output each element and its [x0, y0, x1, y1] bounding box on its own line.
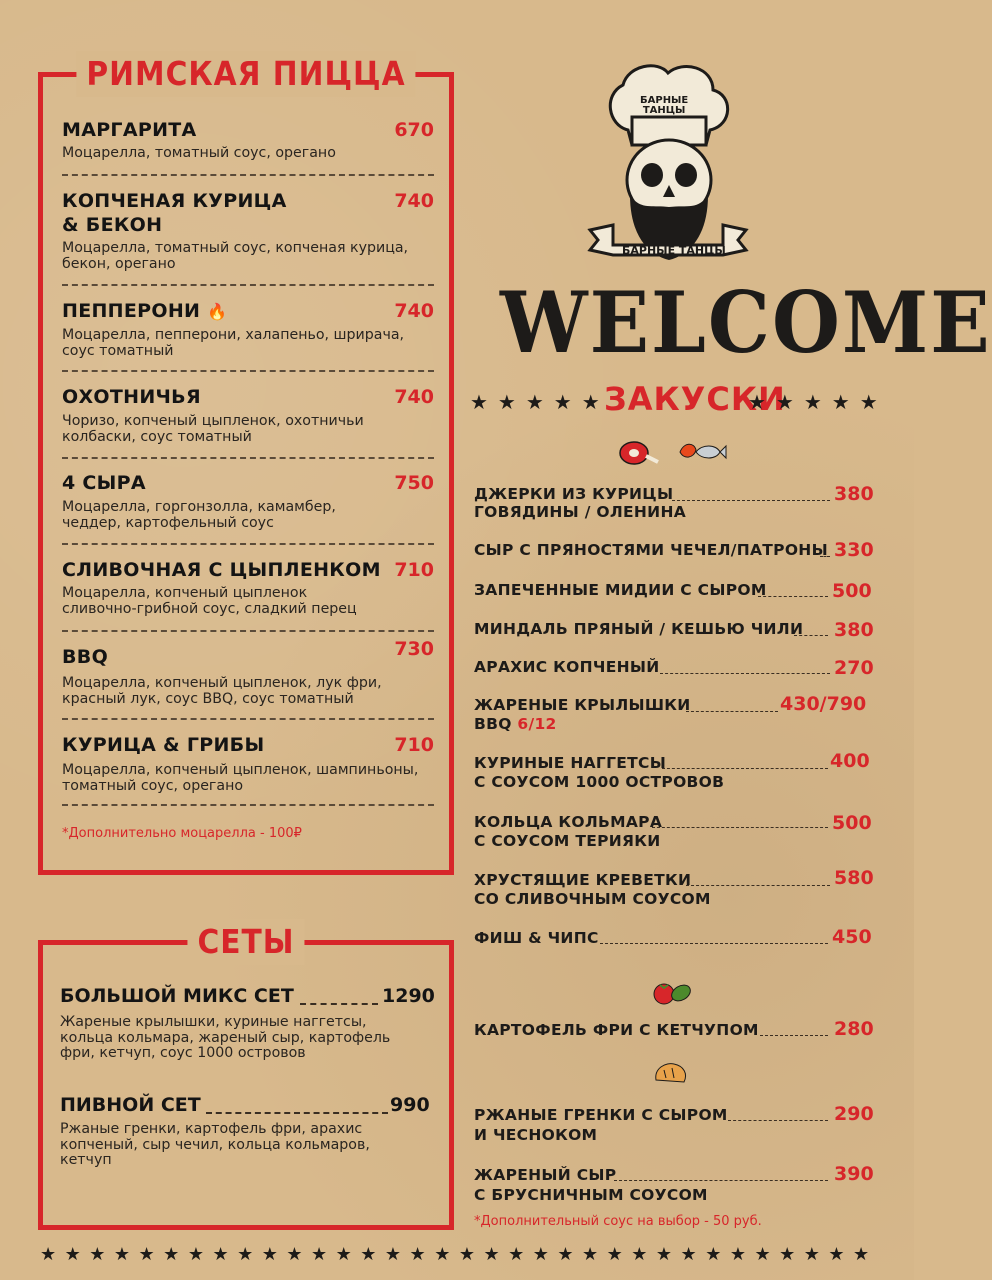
leader-dots	[614, 1180, 828, 1181]
welcome-heading: WELCOME	[500, 274, 992, 373]
pizza-name: КОПЧЕНАЯ КУРИЦА & БЕКОН	[62, 190, 287, 236]
pizza-name: BBQ	[62, 646, 109, 668]
leader-dots	[794, 635, 828, 636]
snack-name: ЗАПЕЧЕННЫЕ МИДИИ С СЫРОМ	[474, 581, 767, 599]
pizza-name: КУРИЦА & ГРИБЫ	[62, 734, 265, 756]
leader-dots	[728, 1120, 828, 1121]
leader-dots	[760, 1035, 828, 1036]
snack-price: 270	[834, 657, 874, 679]
snack-sub: СО СЛИВОЧНЫМ СОУСОМ	[474, 890, 711, 908]
snack-sub: С БРУСНИЧНЫМ СОУСОМ	[474, 1186, 708, 1204]
pizza-desc: Моцарелла, копченый цыпленок сливочно-грибной соус, сладкий перец	[62, 585, 357, 617]
divider	[62, 804, 434, 806]
snack-price: 390	[834, 1163, 874, 1185]
pizza-name	[62, 299, 227, 324]
snack-price: 500	[832, 812, 872, 834]
tomato-cucumber-icon	[651, 980, 693, 1006]
logo-hat-text: БАРНЫЕ ТАНЦЫ	[640, 95, 689, 116]
set-desc: Жареные крылышки, куриные наггетсы, кольца кольмара, жареный сыр, картофель фри, кетчуп, соус 1000 островов	[60, 1014, 391, 1061]
snack-price: 450	[832, 926, 872, 948]
divider	[62, 718, 434, 720]
snack-name: МИНДАЛЬ ПРЯНЫЙ / КЕШЬЮ ЧИЛИ	[474, 620, 804, 638]
pizza-price: 750	[394, 472, 434, 494]
bread-icon	[652, 1060, 688, 1086]
set-price: 990	[390, 1094, 430, 1116]
snack-price: 330	[834, 539, 874, 561]
divider	[62, 543, 434, 545]
set-price: 1290	[382, 985, 435, 1007]
pizza-name: МАРГАРИТА	[62, 119, 197, 141]
leader-dots	[686, 885, 830, 886]
pizza-desc: Моцарелла, копченый цыпленок, шампиньоны, томатный соус, орегано	[62, 762, 419, 794]
pizza-price: 740	[394, 386, 434, 408]
pizza-name-label: ПЕППЕРОНИ	[62, 300, 201, 322]
pizza-name: ОХОТНИЧЬЯ	[62, 386, 201, 408]
set-desc: Ржаные гренки, картофель фри, арахис копченый, сыр чечил, кольца кольмаров, кетчуп	[60, 1121, 370, 1168]
pizza-desc: Моцарелла, томатный соус, копченая курица, бекон, орегано	[62, 240, 409, 272]
divider	[62, 284, 434, 286]
pizza-price: 740	[394, 300, 434, 322]
pizza-note: *Дополнительно моцарелла - 100₽	[62, 826, 302, 841]
skull-chef-logo	[588, 55, 748, 270]
snack-name: ХРУСТЯЩИЕ КРЕВЕТКИ	[474, 871, 692, 889]
snack-price: 430/790	[780, 693, 867, 715]
pizza-section-title: РИМСКАЯ ПИЦЦА	[76, 51, 415, 97]
divider	[62, 174, 434, 176]
snack-name: ЖАРЕНЫЕ КРЫЛЫШКИ	[474, 696, 691, 714]
pizza-desc: Моцарелла, горгонзолла, камамбер, чеддер, картофельный соус	[62, 499, 336, 531]
snack-name: КОЛЬЦА КОЛЬМАРА	[474, 813, 663, 831]
leader-dots	[820, 556, 830, 557]
meat-icon	[618, 438, 662, 468]
leader-dots	[662, 768, 828, 769]
leader-dots	[672, 500, 830, 501]
sets-section-title: СЕТЫ	[187, 919, 304, 965]
snacks-title: ЗАКУСКИ	[604, 380, 786, 418]
snack-sub-label: BBQ	[474, 715, 518, 733]
pizza-price: 730	[394, 638, 434, 660]
set-name: ПИВНОЙ СЕТ	[60, 1094, 201, 1116]
pizza-name: 4 СЫРА	[62, 472, 146, 494]
stars-left: ★★★★★	[470, 390, 610, 414]
sets-section	[38, 922, 454, 1230]
divider	[62, 630, 434, 632]
set-name: БОЛЬШОЙ МИКС СЕТ	[60, 985, 294, 1007]
leader-dots	[660, 673, 830, 674]
logo-ribbon-text: БАРНЫЕ ТАНЦЫ	[622, 244, 726, 257]
snack-price: 580	[834, 867, 874, 889]
snack-name: СЫР С ПРЯНОСТЯМИ ЧЕЧЕЛ/ПАТРОНЫ	[474, 541, 828, 559]
snack-name: АРАХИС КОПЧЕНЫЙ	[474, 658, 660, 676]
pizza-price: 740	[394, 190, 434, 212]
spicy-icon: 🔥	[207, 302, 228, 321]
pizza-desc: Чоризо, копченый цыпленок, охотничьи колбаски, соус томатный	[62, 413, 364, 445]
pizza-list	[62, 0, 434, 880]
leader-dots	[300, 1003, 378, 1005]
bottom-stars: ★★★★★★★★★★★★★★★★★★★★★★★★★★★★★★★★★★	[40, 1244, 878, 1265]
pizza-name: СЛИВОЧНАЯ С ЦЫПЛЕНКОМ	[62, 559, 381, 581]
leader-dots	[206, 1112, 388, 1114]
snack-price: 500	[832, 580, 872, 602]
snack-price: 380	[834, 483, 874, 505]
snack-price: 290	[834, 1103, 874, 1125]
snack-name: КУРИНЫЕ НАГГЕТСЫ	[474, 754, 667, 772]
snack-sub: С СОУСОМ ТЕРИЯКИ	[474, 832, 661, 850]
leader-dots	[686, 711, 778, 712]
shrimp-fish-icon	[676, 438, 726, 466]
pizza-desc: Моцарелла, копченый цыпленок, лук фри, красный лук, соус BBQ, соус томатный	[62, 675, 382, 707]
pizza-price: 710	[394, 559, 434, 581]
snack-price: 400	[830, 750, 870, 772]
snack-sub: И ЧЕСНОКОМ	[474, 1126, 598, 1144]
leader-dots	[652, 827, 828, 828]
snack-name: КАРТОФЕЛЬ ФРИ С КЕТЧУПОМ	[474, 1021, 759, 1039]
snack-name: РЖАНЫЕ ГРЕНКИ С СЫРОМ	[474, 1106, 728, 1124]
stars-right: ★★★★★	[748, 390, 888, 414]
pizza-price: 670	[394, 119, 434, 141]
leader-dots	[600, 943, 828, 944]
snack-name: ДЖЕРКИ ИЗ КУРИЦЫ	[474, 485, 674, 503]
divider	[62, 370, 434, 372]
snacks-note: *Дополнительный соус на выбор - 50 руб.	[474, 1214, 762, 1229]
snack-price: 380	[834, 619, 874, 641]
snack-name: ФИШ & ЧИПС	[474, 929, 599, 947]
pizza-price: 710	[394, 734, 434, 756]
pizza-desc: Моцарелла, томатный соус, орегано	[62, 145, 336, 161]
snack-sub	[474, 715, 557, 734]
snack-name: ЖАРЕНЫЙ СЫР	[474, 1166, 617, 1184]
divider	[62, 457, 434, 459]
snack-sub: С СОУСОМ 1000 ОСТРОВОВ	[474, 773, 725, 791]
snack-price: 280	[834, 1018, 874, 1040]
snack-sub: ГОВЯДИНЫ / ОЛЕНИНА	[474, 503, 687, 521]
leader-dots	[758, 596, 828, 597]
snack-sub-count: 6/12	[517, 715, 557, 733]
pizza-desc: Моцарелла, пепперони, халапеньо, шрирача, соус томатный	[62, 327, 405, 359]
